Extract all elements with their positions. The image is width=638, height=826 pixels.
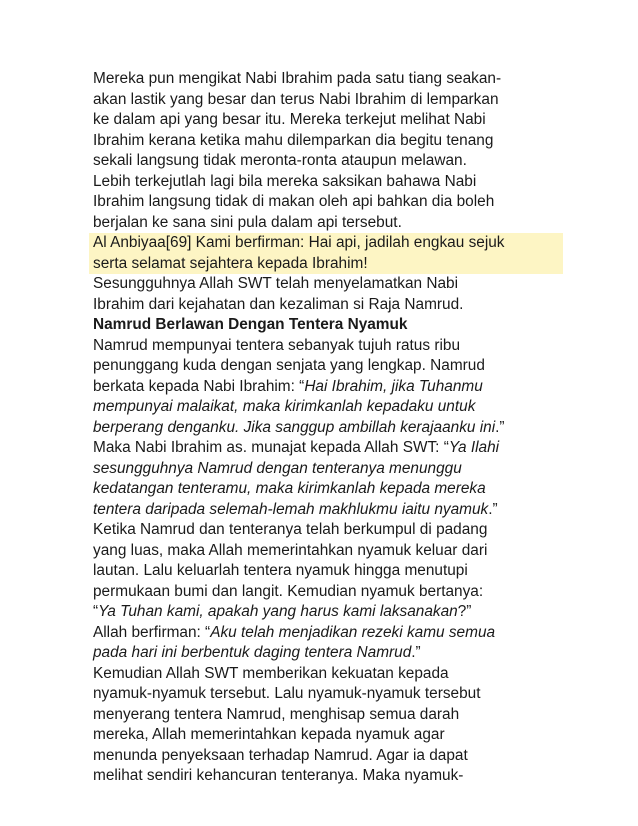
italic-text: Aku telah menjadikan rezeki kamu semua: [210, 623, 496, 641]
text-segment: berkata kepada Nabi Ibrahim: “: [93, 377, 305, 395]
text-line: [93, 356, 563, 377]
text-line: [93, 110, 563, 131]
text-line: [93, 602, 563, 623]
text-segment: nyamuk-nyamuk tersebut. Lalu nyamuk-nyamuk tersebut: [93, 685, 481, 702]
text-line: [93, 377, 563, 398]
text-segment: .”: [488, 500, 498, 518]
text-line: [93, 172, 563, 193]
text-segment: mereka, Allah memerintahkan kepada nyamuk agar: [93, 726, 445, 743]
highlighted-text-line: [89, 233, 563, 254]
text-segment: Ibrahim dari kejahatan dan kezaliman si Raja Namrud.: [93, 295, 464, 313]
text-segment: ?”: [457, 603, 472, 620]
text-line: [93, 520, 563, 541]
highlighted-text-line: [89, 254, 563, 275]
text-line: [93, 643, 563, 664]
text-line: [93, 69, 563, 90]
text-line: [93, 664, 563, 685]
text-segment: “: [93, 603, 99, 620]
text-line: [93, 766, 563, 787]
text-segment: penunggang kuda dengan senjata yang lengkap. Namrud: [93, 357, 485, 374]
text-line: [93, 397, 563, 418]
text-segment: serta selamat sejahtera kepada Ibrahim!: [93, 254, 368, 272]
text-segment: berjalan ke sana sini pula dalam api tersebut.: [93, 213, 402, 231]
italic-text: mempunyai malaikat, maka kirimkanlah kepadaku untuk: [93, 398, 476, 415]
text-segment: .”: [495, 418, 505, 436]
italic-text: sesungguhnya Namrud dengan tenteranya menunggu: [93, 459, 462, 477]
text-line: [93, 746, 563, 767]
italic-text: kedatangan tenteramu, maka kirimkanlah kepada mereka: [93, 480, 486, 497]
text-segment: menyerang tentera Namrud, menghisap semua darah: [93, 705, 460, 723]
text-line: [93, 582, 563, 603]
text-segment: Ibrahim kerana ketika mahu dilemparkan dia begitu tenang: [93, 131, 494, 149]
text-segment: Al Anbiyaa[69] Kami berfirman: Hai api, jadilah engkau sejuk: [93, 234, 505, 251]
text-line: [93, 315, 563, 336]
text-line: [93, 90, 563, 111]
text-segment: .”: [411, 644, 421, 661]
text-line: [93, 500, 563, 521]
text-line: [93, 684, 563, 705]
text-line: [93, 213, 563, 234]
italic-text: berperang denganku. Jika sanggup ambillah kerajaanku ini: [93, 418, 496, 436]
text-segment: Maka Nabi Ibrahim as. munajat kepada Allah SWT: “: [93, 439, 449, 456]
text-segment: sekali langsung tidak meronta-ronta ataupun melawan.: [93, 152, 467, 169]
text-segment: yang luas, maka Allah memerintahkan nyamuk keluar dari: [93, 541, 488, 559]
italic-text: tentera daripada selemah-lemah makhlukmu iaitu nyamuk: [93, 500, 489, 518]
text-segment: Kemudian Allah SWT memberikan kekuatan kepada: [93, 664, 449, 682]
text-line: [93, 561, 563, 582]
italic-text: Hai Ibrahim, jika Tuhanmu: [304, 377, 483, 395]
text-line: [93, 295, 563, 316]
text-line: [93, 705, 563, 726]
text-segment: Allah berfirman: “: [93, 623, 211, 641]
section-heading: Namrud Berlawan Dengan Tentera Nyamuk: [93, 316, 408, 333]
text-segment: permukaan bumi dan langit. Kemudian nyamuk bertanya:: [93, 582, 484, 600]
text-segment: Sesungguhnya Allah SWT telah menyelamatkan Nabi: [93, 275, 459, 292]
text-line: [93, 151, 563, 172]
italic-text: Ya Tuhan kami, apakah yang harus kami laksanakan: [98, 603, 458, 620]
text-line: [93, 131, 563, 152]
text-segment: Ibrahim langsung tidak di makan oleh api bahkan dia boleh: [93, 193, 495, 210]
text-line: [93, 479, 563, 500]
text-segment: lautan. Lalu keluarlah tentera nyamuk hingga menutupi: [93, 562, 468, 579]
text-segment: ke dalam api yang besar itu. Mereka terkejut melihat Nabi: [93, 111, 486, 128]
text-segment: akan lastik yang besar dan terus Nabi Ibrahim di lemparkan: [93, 90, 499, 108]
text-line: [93, 438, 563, 459]
text-segment: Namrud mempunyai tentera sebanyak tujuh ratus ribu: [93, 336, 461, 354]
text-line: [93, 418, 563, 439]
text-line: [93, 623, 563, 644]
text-line: [93, 725, 563, 746]
text-line: [93, 459, 563, 480]
text-line: [93, 192, 563, 213]
italic-text: Ya Ilahi: [448, 439, 500, 456]
text-segment: menunda penyeksaan terhadap Namrud. Agar ia dapat: [93, 746, 468, 764]
text-segment: Mereka pun mengikat Nabi Ibrahim pada satu tiang seakan-: [93, 70, 502, 87]
text-segment: melihat sendiri kehancuran tenteranya. Maka nyamuk-: [93, 767, 464, 784]
text-line: [93, 274, 563, 295]
text-line: [93, 336, 563, 357]
text-line: [93, 541, 563, 562]
text-segment: Ketika Namrud dan tenteranya telah berkumpul di padang: [93, 521, 488, 538]
text-segment: Lebih terkejutlah lagi bila mereka saksikan bahawa Nabi: [93, 172, 477, 190]
italic-text: pada hari ini berbentuk daging tentera Namrud: [93, 644, 412, 661]
document-body: [93, 69, 563, 787]
